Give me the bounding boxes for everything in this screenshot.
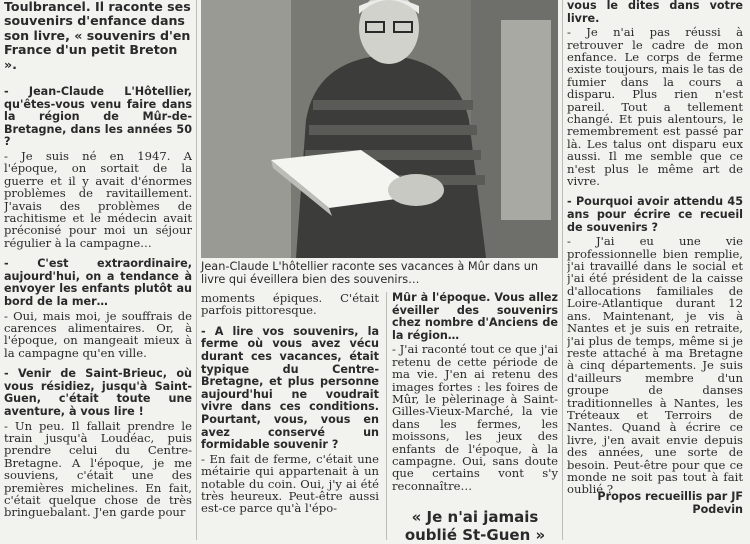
question: - C'est extraordinaire, aujourd'hui, on a tendance à envoyer les enfants plutôt au bord de la mer…: [4, 257, 192, 309]
answer: - Un peu. Il fallait prendre le train jusqu'à Loudéac, puis prendre celui du Centre-Bretagne. A l'époque, je me souviens, c'était une des premières michelines. En fait, c'était quelque chose de très bringuebalant. J'en garde pour: [4, 418, 192, 520]
question: - Pourquoi avoir attendu 45 ans pour écrire ce recueil de souvenirs ?: [567, 195, 743, 234]
pull-quote: « Je n'ai jamais oublié St-Guen »: [404, 508, 546, 544]
answer: - En fait de ferme, c'était une métairie qui appartenait à un notable du coin. Oui, j'y ai été très heureux. Peut-être aussi est-ce parce qu'à l'épo-: [201, 451, 379, 516]
continued-question: vous le dites dans votre livre.: [567, 0, 743, 25]
answer: - Je n'ai pas réussi à retrouver le cadre de mon enfance. Le corps de ferme existe toujours, mais le tas de fumier dans la cours a disparu. Plus rien n'est pareil. Tout a tellement changé. Et puis alentours, le remembrement est passé par là. Les talus ont disparu eux aussi. Il me semble que ce n'est plus le même art de vivre.: [567, 25, 743, 189]
question: Mûr à l'époque. Vous allez éveiller des souvenirs chez nombre d'Anciens de la région…: [392, 292, 558, 342]
byline: Propos recueillis par JF Podevin: [597, 490, 743, 516]
column-rule: [196, 0, 197, 540]
answer: - J'ai eu une vie professionnelle bien remplie, j'ai travaillé dans le social et j'ai été président de la caisse d'allocations familiales de Loire-Atlantique durant 12 ans. Maintenant, je vis à Nantes et je suis en retraite, j'ai plus de temps, même si je reste attaché à ma Bretagne à cinq départements. Je suis d'ailleurs membre d'un groupe de danses traditionnelles à Nantes, les Tréteaux et Terroirs de Nantes. Quand à écrire ce livre, j'en avait envie depuis des années, une sorte de besoin. Peut-être pour que ce monde ne soit pas tout à fait oublié ?: [567, 234, 743, 497]
question: - Venir de Saint-Brieuc, où vous résidiez, jusqu'à Saint-Guen, c'était toute une aventure, à vous lire !: [4, 367, 192, 419]
question: - Jean-Claude L'Hôtellier, qu'êtes-vous venu faire dans la région de Mûr-de-Bretagne, dans les années 50 ?: [4, 85, 192, 149]
column-rule: [562, 0, 563, 540]
answer: - Je suis né en 1947. A l'époque, on sortait de la guerre et il y avait d'énormes problèmes de ravitaillement. J'avais des problèmes de rachitisme et le médecin avait préconisé pour moi un séjour régulier à la campagne…: [4, 149, 192, 250]
article-column-3: [392, 292, 558, 540]
photo-man-reading-book: [201, 0, 558, 258]
column-rule: [386, 292, 387, 540]
article-photo: [201, 0, 558, 258]
question: - A lire vos souvenirs, la ferme où vous avez vécu durant ces vacances, était typique du Centre-Bretagne, et plus personne aujourd'hui ne voudrait vivre dans ces conditions. Pourtant, vous, vous en avez conservé un formidable souvenir ?: [201, 324, 379, 452]
photo-caption: Jean-Claude L'hôtellier raconte ses vacances à Mûr dans un livre qui éveillera bien des souvenirs…: [201, 260, 539, 286]
article-column-4: [567, 0, 743, 540]
answer: - J'ai raconté tout ce que j'ai retenu de cette période de ma vie. J'en ai retenu des images fortes : les foires de Mûr, le pèlerinage à Saint-Gilles-Vieux-Marché, la vie dans les fermes, les moissons, les jeux des enfants de l'époque, à la campagne. Oui, sans doute que certains vont s'y reconnaître…: [392, 342, 558, 493]
intro-lead: Toulbrancel. Il raconte ses souvenirs d'enfance dans son livre, « souvenirs d'en France d'un petit Breton ».: [4, 0, 191, 72]
answer: - Oui, mais moi, je souffrais de carences alimentaires. Or, à l'époque, on mangeait mieux à la campagne qu'en ville.: [4, 308, 192, 360]
continued-text: moments épiques. C'était parfois pittoresque.: [201, 292, 379, 318]
article-column-1: [4, 0, 192, 540]
article-column-2: [201, 292, 379, 540]
